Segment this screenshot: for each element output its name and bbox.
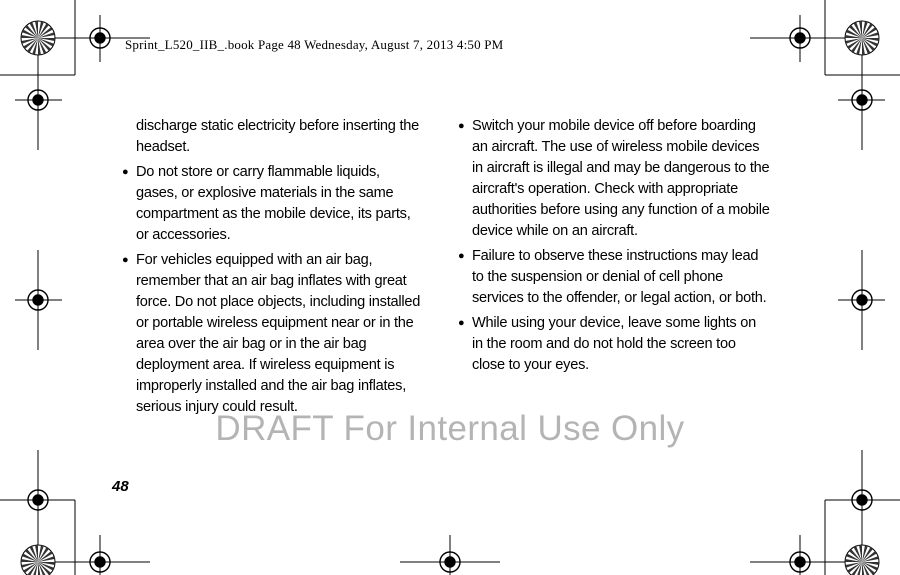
bullet-point: ● <box>122 254 129 266</box>
color-starburst <box>845 545 879 575</box>
page-number: 48 <box>112 478 129 495</box>
color-starburst <box>21 21 55 55</box>
bullet-item <box>122 250 422 418</box>
paragraph <box>122 116 422 158</box>
paragraph-text: discharge static electricity before inserting the headset. <box>136 118 420 155</box>
bullet-text: Failure to observe these instructions may lead to the suspension or denial of cell phone services to the offender, or legal action, or both. <box>472 248 767 306</box>
bullet-item <box>458 116 770 242</box>
bullet-point: ● <box>122 166 129 178</box>
bullet-text: Do not store or carry flammable liquids, gases, or explosive materials in the same compartment as the mobile device, its parts, or accessories. <box>136 164 411 243</box>
bullet-text: Switch your mobile device off before boarding an aircraft. The use of wireless mobile devices in aircraft is illegal and may be dangerous to the aircraft's operation. Check with appropriate authorities before using any function of a mobile device while on an aircraft. <box>472 118 770 239</box>
right-column <box>458 116 770 380</box>
draft-watermark: DRAFT For Internal Use Only <box>215 409 685 448</box>
color-starburst <box>21 545 55 575</box>
bullet-text: While using your device, leave some lights on in the room and do not hold the screen too close to your eyes. <box>472 315 757 373</box>
left-column <box>122 116 422 422</box>
bullet-item <box>458 313 770 376</box>
bullet-point: ● <box>458 317 465 329</box>
bullet-item <box>458 246 770 309</box>
bullet-point: ● <box>458 120 465 132</box>
print-info-header: Sprint_L520_IIB_.book Page 48 Wednesday, August 7, 2013 4:50 PM <box>125 37 504 52</box>
color-starburst <box>845 21 879 55</box>
bullet-point: ● <box>458 250 465 262</box>
bullet-item <box>122 162 422 246</box>
bullet-text: For vehicles equipped with an air bag, remember that an air bag inflates with great force. Do not place objects, including installed or portable wireless equipment near or in the area over the air bag or in the air bag deployment area. If wireless equipment is improperly installed and the air bag inflates, serious injury could result. <box>136 252 421 415</box>
